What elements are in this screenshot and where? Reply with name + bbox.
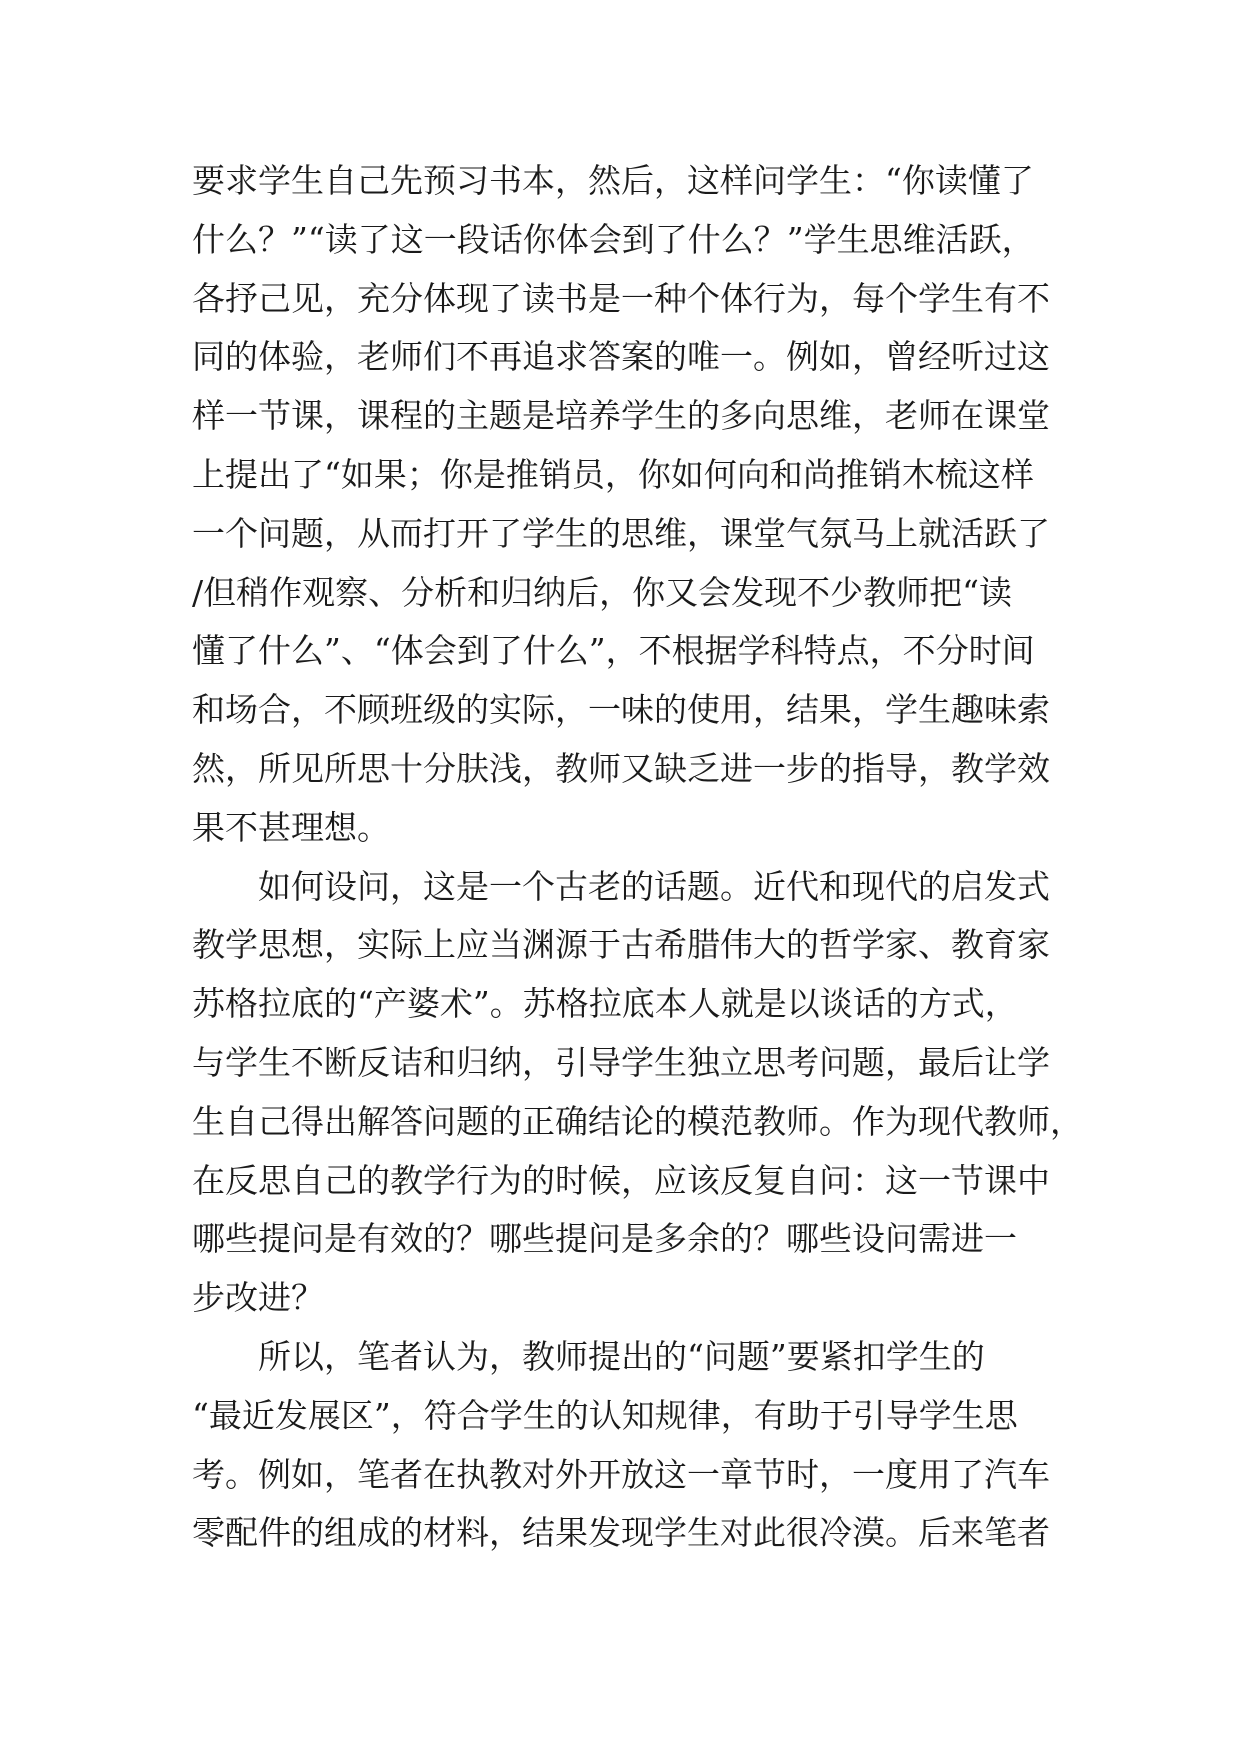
text-line: 所以，笔者认为，教师提出的“问题”要紧扣学生的 [258,1336,985,1376]
body-text [192,152,1083,1563]
text-line: 各抒己见，充分体现了读书是一种个体行为，每个学生有不 [192,278,1050,318]
text-line: 和场合，不顾班级的实际，一味的使用，结果，学生趣味索 [192,690,1050,730]
text-line: 生自己得出解答问题的正确结论的模范教师。作为现代教师， [192,1101,1083,1141]
text-line: 懂了什么”、“体会到了什么”，不根据学科特点，不分时间 [192,631,1035,671]
text-line: /但稍作观察、分析和归纳后，你又会发现不少教师把“读 [192,572,1012,612]
text-line: 果不甚理想。 [192,807,390,847]
text-line: 零配件的组成的材料，结果发现学生对此很冷漠。后来笔者 [192,1513,1050,1553]
text-line: 考。例如，笔者在执教对外开放这一章节时，一度用了汽车 [192,1454,1050,1494]
text-line: “最近发展区”，符合学生的认知规律，有助于引导学生思 [192,1395,1018,1435]
text-line: 要求学生自己先预习书本，然后，这样问学生：“你读懂了 [192,161,1034,200]
text-line: 与学生不断反诘和归纳，引导学生独立思考问题，最后让学 [192,1042,1050,1082]
text-line: 苏格拉底的“产婆术”。苏格拉底本人就是以谈话的方式， [192,984,1018,1024]
text-line: 样一节课，课程的主题是培养学生的多向思维，老师在课堂 [192,396,1050,436]
text-line: 上提出了“如果；你是推销员，你如何向和尚推销木梳这样 [192,454,1034,494]
text-line: 教学思想，实际上应当渊源于古希腊伟大的哲学家、教育家 [192,925,1050,965]
text-line: 在反思自己的教学行为的时候，应该反复自问：这一节课中 [192,1160,1050,1200]
text-line: 什么？”“读了这一段话你体会到了什么？”学生思维活跃， [192,219,1035,259]
text-line: 哪些提问是有效的？哪些提问是多余的？哪些设问需进一 [192,1219,1017,1259]
text-line: 如何设问，这是一个古老的话题。近代和现代的启发式 [258,866,1050,906]
text-line: 然，所见所思十分肤浅，教师又缺乏进一步的指导，教学效 [192,748,1050,788]
text-line: 一个问题，从而打开了学生的思维，课堂气氛马上就活跃了 [192,513,1050,553]
text-line: 同的体验，老师们不再追求答案的唯一。例如，曾经听过这 [192,337,1050,377]
text-line: 步改进？ [192,1278,324,1318]
